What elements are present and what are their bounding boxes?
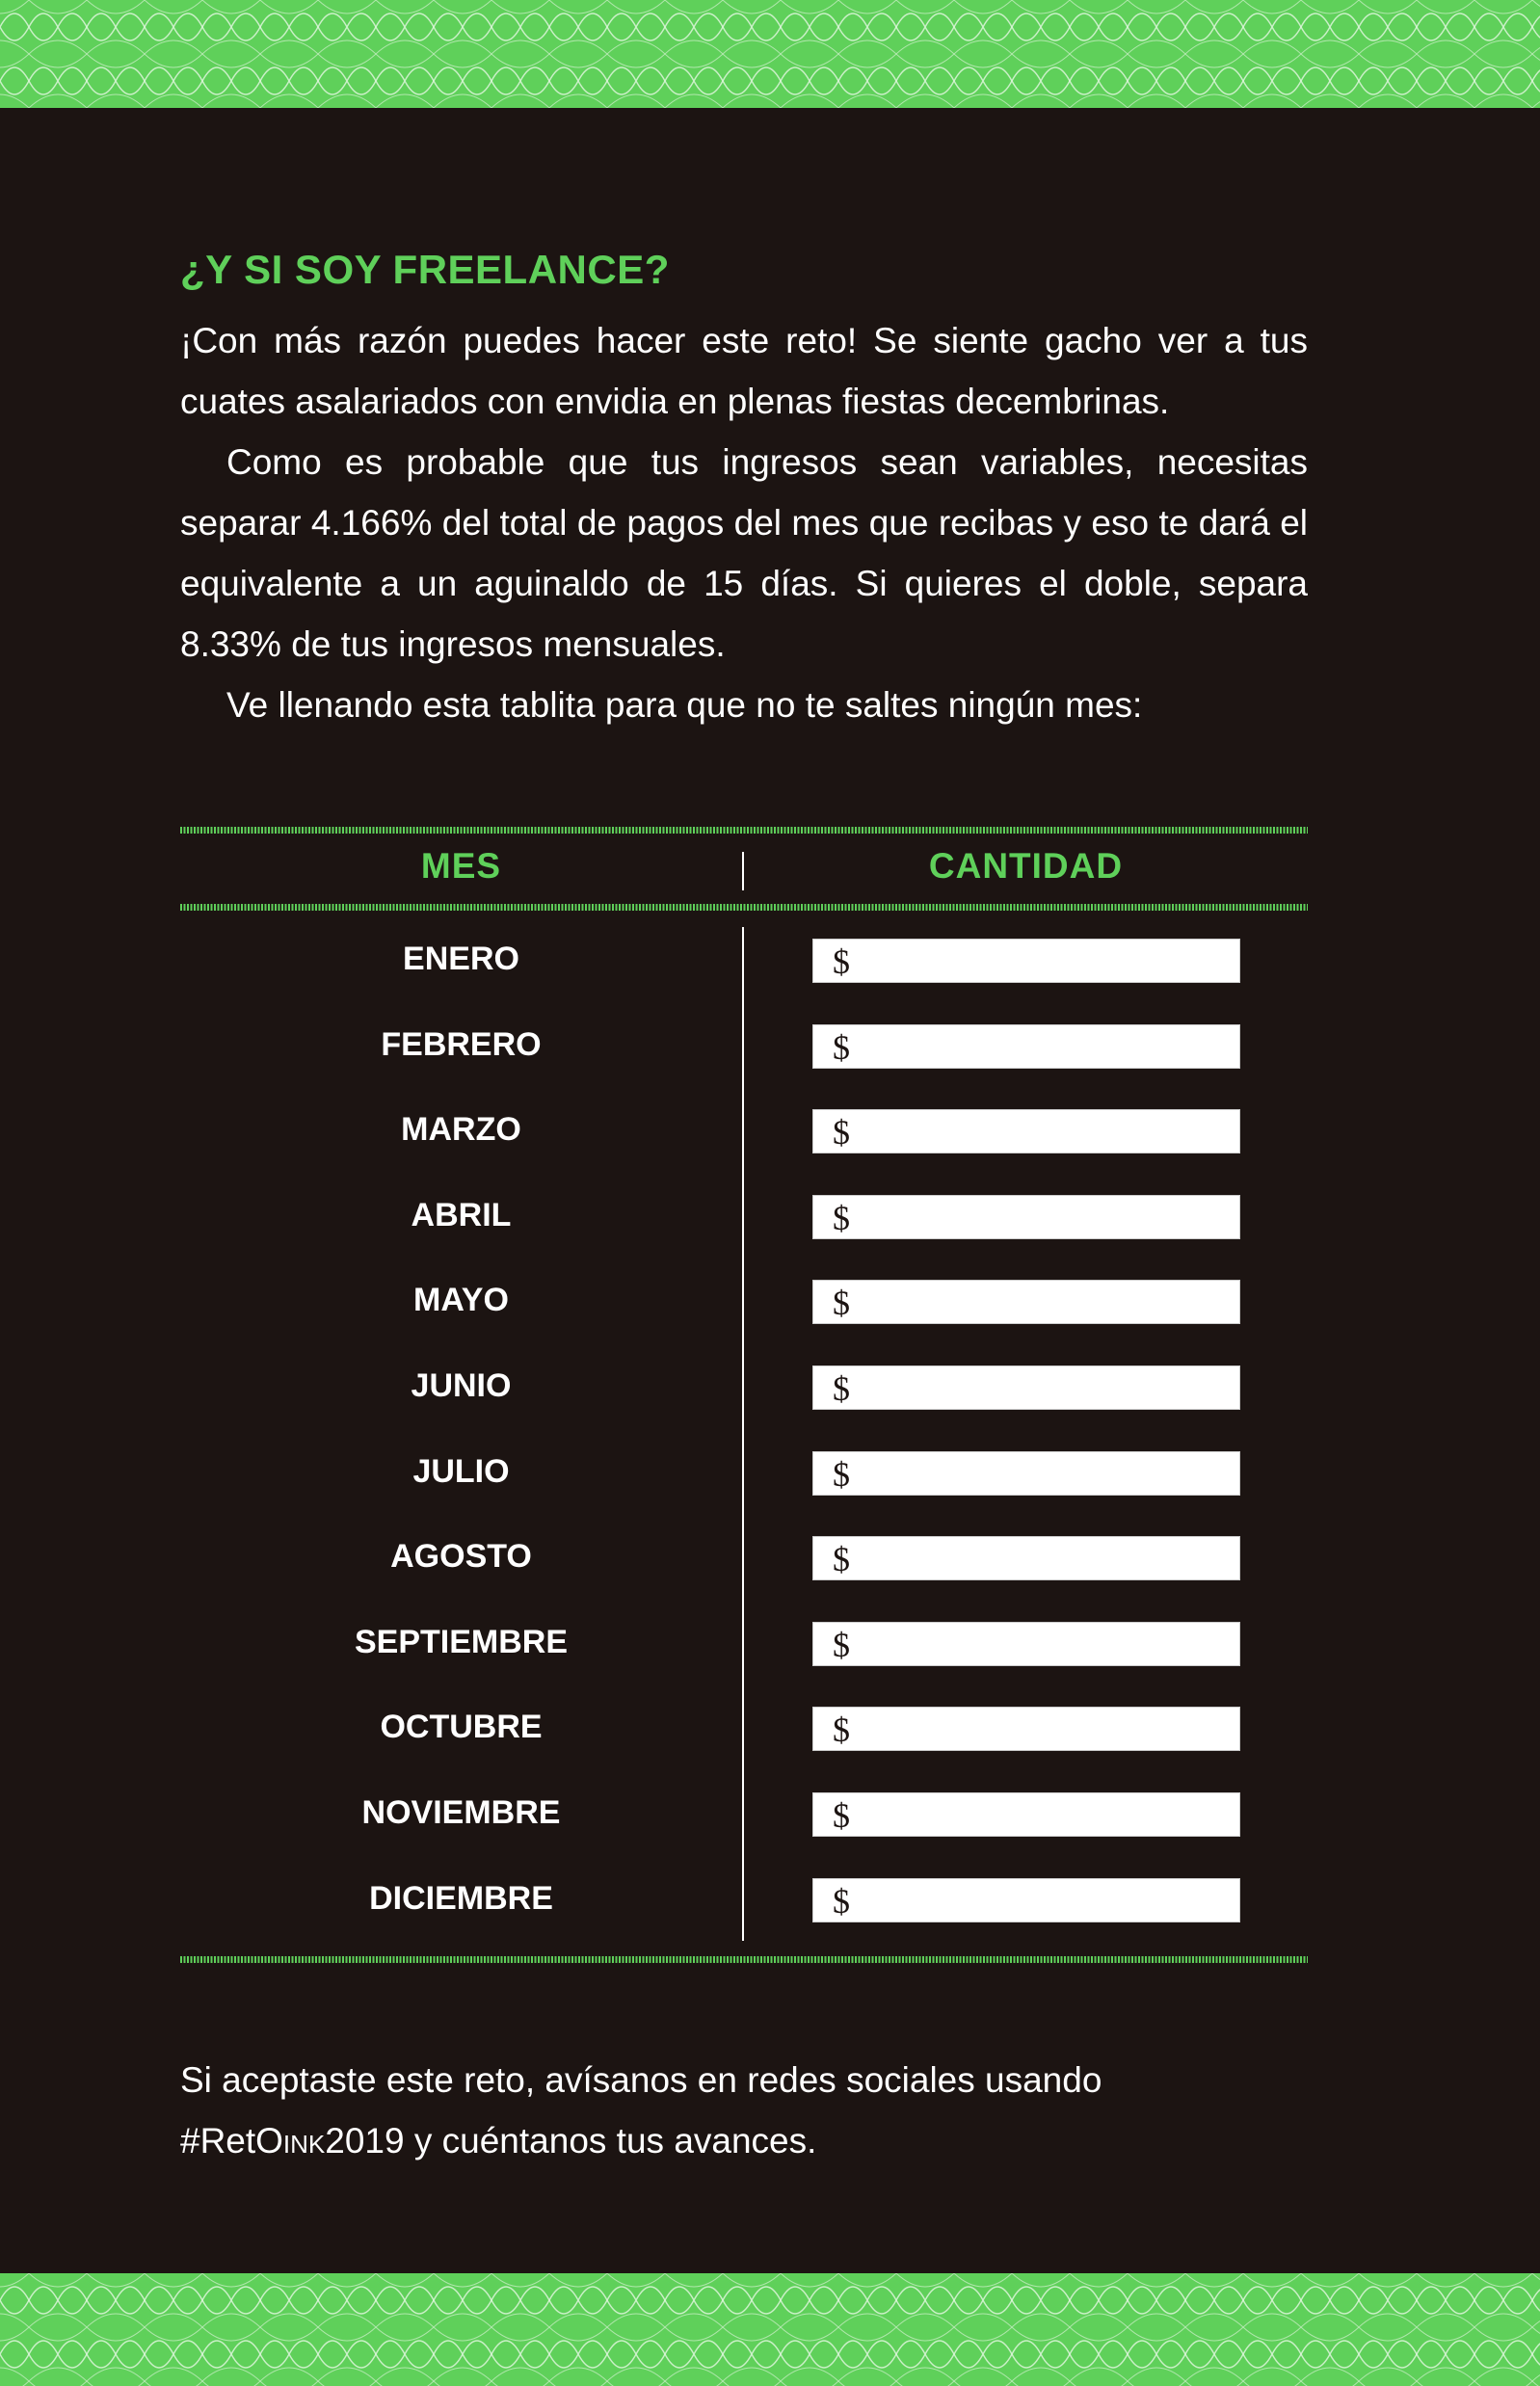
month-label: AGOSTO: [390, 1538, 532, 1576]
amount-field[interactable]: [812, 1707, 1240, 1751]
month-label: JUNIO: [411, 1366, 512, 1404]
currency-symbol: $: [833, 1198, 850, 1237]
table-header-rule: [180, 904, 1308, 911]
column-header-amount: CANTIDAD: [928, 846, 1124, 886]
table-row: [180, 1189, 1308, 1275]
table-row: [180, 1787, 1308, 1872]
month-label: OCTUBRE: [380, 1709, 543, 1746]
currency-symbol: $: [833, 1454, 850, 1494]
instruction-paragraph: Ve llenando esta tablita para que no te saltes ningún mes:: [226, 685, 1143, 725]
month-rows: [180, 933, 1308, 1957]
month-label: FEBRERO: [381, 1025, 542, 1063]
currency-symbol: $: [833, 942, 850, 981]
table-row: [180, 1530, 1308, 1616]
hashtag-part-ret: #Ret: [180, 2121, 256, 2161]
amount-field[interactable]: [812, 1195, 1240, 1239]
footer-text-start: Si aceptaste este reto, avísanos en redes sociales usando: [180, 2060, 1102, 2100]
currency-symbol: $: [833, 1540, 850, 1579]
amount-field[interactable]: [812, 1622, 1240, 1666]
month-label: SEPTIEMBRE: [354, 1623, 569, 1660]
table-row: [180, 1103, 1308, 1189]
section-heading: ¿Y SI SOY FREELANCE?: [180, 247, 670, 292]
currency-symbol: $: [833, 1284, 850, 1323]
explanation-paragraph: Como es probable que tus ingresos sean variables, necesitas separar 4.166% del total de pagos del mes que recibas y eso te dará el equivalente a un aguinaldo de 15 días. Si quieres el doble, separa 8.33% de tus ingresos mensuales.: [180, 442, 1308, 664]
month-label: DICIEMBRE: [369, 1879, 553, 1917]
amount-field[interactable]: [812, 1792, 1240, 1837]
month-label: MAYO: [413, 1282, 509, 1319]
intro-paragraph: ¡Con más razón puedes hacer este reto! Se siente gacho ver a tus cuates asalariados con envidia en plenas fiestas decembrinas.: [180, 321, 1308, 421]
month-label: MARZO: [401, 1111, 521, 1149]
amount-field[interactable]: [812, 1451, 1240, 1496]
currency-symbol: $: [833, 1027, 850, 1067]
month-label: NOVIEMBRE: [361, 1793, 561, 1831]
hashtag-part-year: 2019: [325, 2121, 405, 2161]
table-row: [180, 1019, 1308, 1104]
hashtag-part-oink: Oink: [255, 2121, 326, 2161]
month-label: ABRIL: [411, 1196, 512, 1233]
table-top-rule: [180, 827, 1308, 834]
amount-field[interactable]: [812, 1536, 1240, 1580]
amount-field[interactable]: [812, 1109, 1240, 1153]
table-bottom-rule: [180, 1956, 1308, 1963]
amount-field[interactable]: [812, 1365, 1240, 1410]
footer-paragraph: [180, 2050, 1308, 2171]
table-row: [180, 1872, 1308, 1958]
footer-text-end: y cuéntanos tus avances.: [404, 2121, 817, 2161]
hashtag: [180, 2121, 405, 2161]
table-row: [180, 1445, 1308, 1531]
amount-field[interactable]: [812, 1024, 1240, 1069]
guilloche-pattern-top: [0, 0, 1540, 108]
table-row: [180, 1616, 1308, 1702]
amount-field[interactable]: [812, 1280, 1240, 1324]
column-header-month: MES: [420, 846, 502, 886]
currency-symbol: $: [833, 1113, 850, 1153]
currency-symbol: $: [833, 1795, 850, 1835]
currency-symbol: $: [833, 1881, 850, 1921]
decorative-pattern-band-bottom: [0, 2273, 1540, 2386]
table-row: [180, 1274, 1308, 1360]
amount-field[interactable]: [812, 1878, 1240, 1922]
table-row: [180, 933, 1308, 1019]
month-label: JULIO: [412, 1452, 510, 1490]
month-label: ENERO: [403, 941, 519, 977]
decorative-pattern-band-top: [0, 0, 1540, 108]
currency-symbol: $: [833, 1710, 850, 1750]
currency-symbol: $: [833, 1625, 850, 1664]
table-row: [180, 1360, 1308, 1445]
amount-field[interactable]: [812, 939, 1240, 983]
table-row: [180, 1701, 1308, 1787]
currency-symbol: $: [833, 1368, 850, 1408]
guilloche-pattern-bottom: [0, 2273, 1540, 2386]
